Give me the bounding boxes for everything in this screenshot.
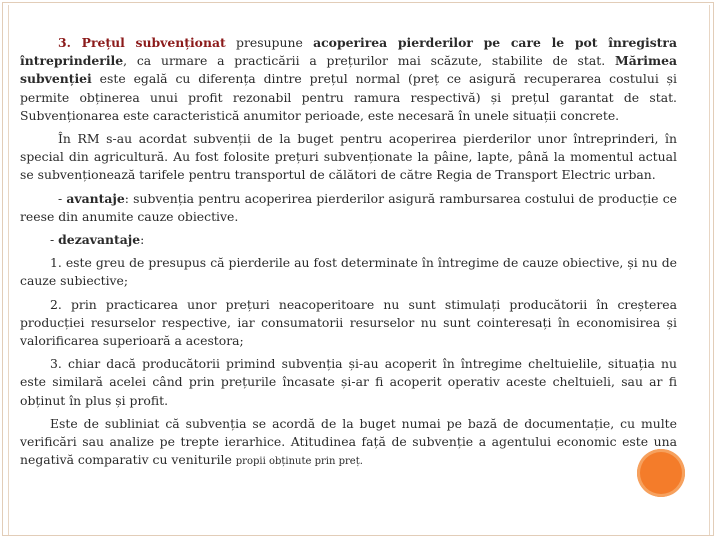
left-border-line bbox=[8, 5, 9, 535]
slide-body bbox=[20, 34, 677, 471]
right-border-line bbox=[709, 5, 710, 535]
paragraph-advantages: - avantaje: subvenția pentru acoperirea pierderilor asigură rambursarea costului de producție ce reese din anumite cauze obiective. bbox=[20, 190, 677, 224]
section-heading: 3. Prețul subvenționat bbox=[58, 35, 226, 50]
list-item-2: 2. prin practicarea unor prețuri neacoperitoare nu sunt stimulați producătorii în creșterea producției resurselor respective, iar consumatorii resurselor nu sunt cointeresați în economisirea și valorificarea superioară a acestora; bbox=[20, 296, 677, 349]
paragraph-subsidized-price: 3. Prețul subvenționat presupune acoperirea pierderilor pe care le pot înregistra întreprinderile, ca urmare a practicării a prețurilor mai scăzute, stabilite de stat. Mărimea subvenției este egală cu diferența dintre prețul normal (preț ce asigură recuperarea costului și permite obținerea unui profit rezonabil pentru ramura respectivă) și prețul garantat de stat. Subvenționarea este caracteristică anumitor perioade, este necesară în unele situații concrete. bbox=[20, 35, 677, 123]
orange-circle-decoration bbox=[637, 449, 685, 497]
paragraph-moldova-subsidies: În RM s-au acordat subvenții de la buget pentru acoperirea pierderilor unor întreprinderi, în special din agricultură. Au fost folosite prețuri subvenționate la pâine, lapte, până la momentul actual se subvenționează tarifele pentru transportul de călători de către Regia de Transport Electric urban. bbox=[20, 131, 677, 183]
paragraph-conclusion: Este de subliniat că subvenția se acordă de la buget numai pe bază de documentație, cu multe verificări sau analize pe trepte ierarhice. Atitudinea față de subvenție a agentului economic este una negativă comparativ cu veniturile propii obținute prin preț. bbox=[20, 415, 677, 468]
list-item-3: 3. chiar dacă producătorii primind subvenția și-au acoperit în întregime cheltuielile, situația nu este similară acelei când prin prețurile încasate și-ar fi acoperit operativ aceste cheltuieli, sau ar fi obținut în plus și profit. bbox=[20, 356, 677, 408]
list-item-1: 1. este greu de presupus că pierderile au fost determinate în întregime de cauze obiective, și nu de cauze subiective; bbox=[20, 255, 677, 289]
paragraph-disadvantages-heading: - dezavantaje: bbox=[50, 232, 145, 248]
